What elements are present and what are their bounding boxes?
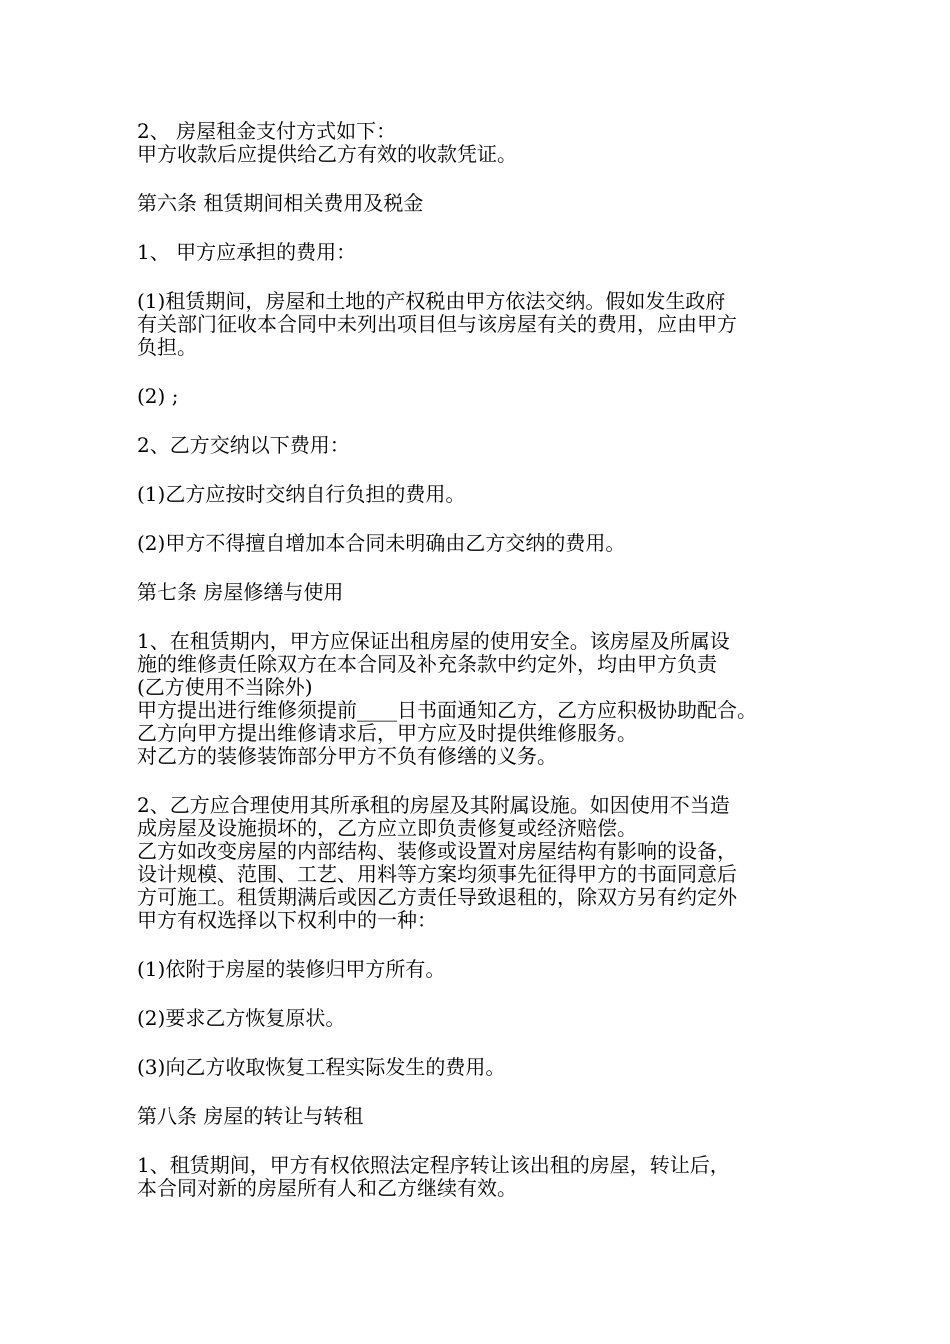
- text-line: 成房屋及设施损坏的，乙方应立即负责修复或经济赔偿。: [137, 816, 637, 840]
- text-line: (1)依附于房屋的装修归甲方所有。: [137, 957, 446, 981]
- text-line: 施的维修责任除双方在本合同及补充条款中约定外，均由甲方负责: [137, 652, 717, 676]
- text-line: 1、租赁期间，甲方有权依照法定程序转让该出租的房屋，转让后，: [137, 1153, 730, 1177]
- text-line: 2、乙方交纳以下费用：: [137, 433, 350, 457]
- text-line: 甲方有权选择以下权利中的一种：: [137, 908, 437, 932]
- text-line: (2)甲方不得擅自增加本合同未明确由乙方交纳的费用。: [137, 531, 626, 555]
- paragraph-option-1: [137, 958, 827, 981]
- text-line: 第六条 租赁期间相关费用及税金: [137, 191, 424, 215]
- paragraph-repair-responsibility: [137, 630, 827, 768]
- paragraph-rent-payment: [137, 120, 827, 166]
- text-line: 1、在租赁期内，甲方应保证出租房屋的使用安全。该房屋及所属设: [137, 629, 730, 653]
- paragraph-transfer: [137, 1154, 827, 1200]
- paragraph-option-2: [137, 1007, 827, 1030]
- section-heading-article-7: [137, 581, 827, 604]
- paragraph-proper-use: [137, 794, 827, 932]
- text-line: (乙方使用不当除外): [137, 675, 313, 699]
- text-line: 设计规模、范围、工艺、用料等方案均须事先征得甲方的书面同意后: [137, 862, 737, 886]
- text-line: (3)向乙方收取恢复工程实际发生的费用。: [137, 1055, 506, 1079]
- text-line: 1、 甲方应承担的费用：: [137, 240, 357, 264]
- text-line: (2) ;: [137, 384, 179, 408]
- paragraph-party-b-fees-heading: [137, 434, 827, 457]
- text-line: (1)乙方应按时交纳自行负担的费用。: [137, 482, 466, 506]
- text-line: 第七条 房屋修缮与使用: [137, 580, 344, 604]
- text-line: (1)租赁期间，房屋和土地的产权税由甲方依法交纳。假如发生政府: [137, 289, 726, 313]
- text-line: 有关部门征收本合同中未列出项目但与该房屋有关的费用，应由甲方: [137, 312, 737, 336]
- paragraph-party-b-fee-1: [137, 483, 827, 506]
- paragraph-item-2-blank: [137, 385, 827, 408]
- text-line: (2)要求乙方恢复原状。: [137, 1006, 346, 1030]
- text-line: 第八条 房屋的转让与转租: [137, 1104, 364, 1128]
- text-line: 甲方提出进行维修须提前____日书面通知乙方，乙方应积极协助配合。: [137, 698, 757, 722]
- paragraph-property-tax: [137, 290, 827, 359]
- text-line: 2、乙方应合理使用其所承租的房屋及其附属设施。如因使用不当造: [137, 793, 730, 817]
- text-line: 2、 房屋租金支付方式如下：: [137, 119, 397, 143]
- text-line: 本合同对新的房屋所有人和乙方继续有效。: [137, 1176, 517, 1200]
- document-page: [137, 120, 827, 1200]
- paragraph-option-3: [137, 1056, 827, 1079]
- text-line: 乙方如改变房屋的内部结构、装修或设置对房屋结构有影响的设备，: [137, 839, 737, 863]
- text-line: 方可施工。租赁期满后或因乙方责任导致退租的，除双方另有约定外: [137, 885, 737, 909]
- section-heading-article-8: [137, 1105, 827, 1128]
- text-line: 甲方收款后应提供给乙方有效的收款凭证。: [137, 142, 517, 166]
- text-line: 乙方向甲方提出维修请求后，甲方应及时提供维修服务。: [137, 721, 637, 745]
- paragraph-party-a-fees-heading: [137, 241, 827, 264]
- paragraph-party-b-fee-2: [137, 532, 827, 555]
- section-heading-article-6: [137, 192, 827, 215]
- text-line: 负担。: [137, 335, 197, 359]
- text-line: 对乙方的装修装饰部分甲方不负有修缮的义务。: [137, 744, 557, 768]
